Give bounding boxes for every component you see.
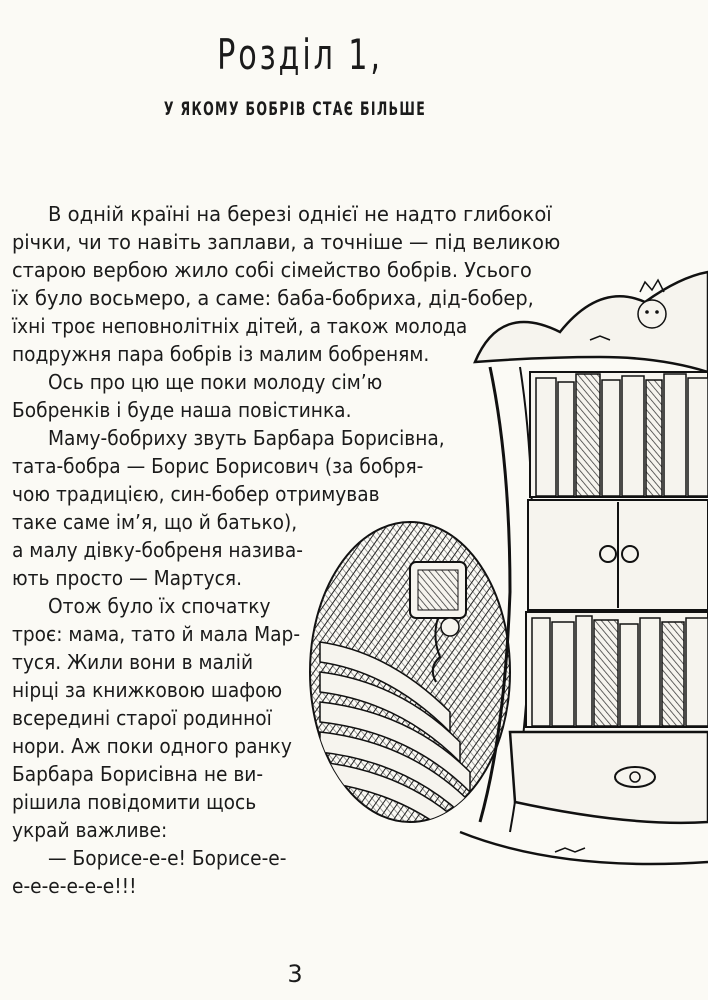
burrow-drawing xyxy=(310,522,525,902)
text-line: всередині старої родинної xyxy=(12,706,272,730)
text-line: нірці за книжковою шафою xyxy=(12,678,283,702)
text-line: таке саме ім’я, що й батько), xyxy=(12,510,298,534)
text-line: подружня пара бобрів із малим бобреням. xyxy=(12,342,430,366)
text-line: їх було восьмеро, а саме: баба-бобриха, дід-бобер, xyxy=(12,286,534,310)
text-line: а малу дівку-бобреня назива- xyxy=(12,538,303,562)
page-number: 3 xyxy=(287,960,303,988)
text-line: Барбара Борисівна не ви- xyxy=(12,762,264,786)
text-line: Бобренків і буде наша повістинка. xyxy=(12,398,352,422)
text-line: Маму-бобриху звуть Барбара Борисівна, xyxy=(48,426,445,450)
text-line: украй важливе: xyxy=(12,818,168,842)
text-line: Отож було їх спочатку xyxy=(48,594,271,618)
text-line: туся. Жили вони в малій xyxy=(12,650,254,674)
text-line: е-е-е-е-е-е!!! xyxy=(12,874,137,898)
text-line: їхні троє неповнолітніх дітей, а також молода xyxy=(12,314,468,338)
text-line: В одній країні на березі однієї не надто глибокої xyxy=(48,202,552,226)
text-line: старою вербою жило собі сімейство бобрів. Усього xyxy=(12,258,532,282)
bookcase-drawing xyxy=(460,272,708,864)
text-line: чою традицією, син-бобер отримував xyxy=(12,482,380,506)
text-line: троє: мама, тато й мала Мар- xyxy=(12,622,301,646)
text-line: нори. Аж поки одного ранку xyxy=(12,734,292,758)
chapter-title: Розділ 1, xyxy=(217,30,383,79)
text-line: Ось про цю ще поки молоду сім’ю xyxy=(48,370,383,394)
text-line: тата-бобра — Борис Борисович (за бобря- xyxy=(12,454,424,478)
chapter-subtitle: У ЯКОМУ БОБРІВ СТАЄ БІЛЬШЕ xyxy=(163,98,427,120)
text-line: — Борисе-е-е! Борисе-е- xyxy=(48,846,287,870)
text-line: річки, чи то навіть заплави, а точніше — під великою xyxy=(12,230,561,254)
text-line: рішила повідомити щось xyxy=(12,790,257,814)
text-line: ють просто — Мартуся. xyxy=(12,566,243,590)
